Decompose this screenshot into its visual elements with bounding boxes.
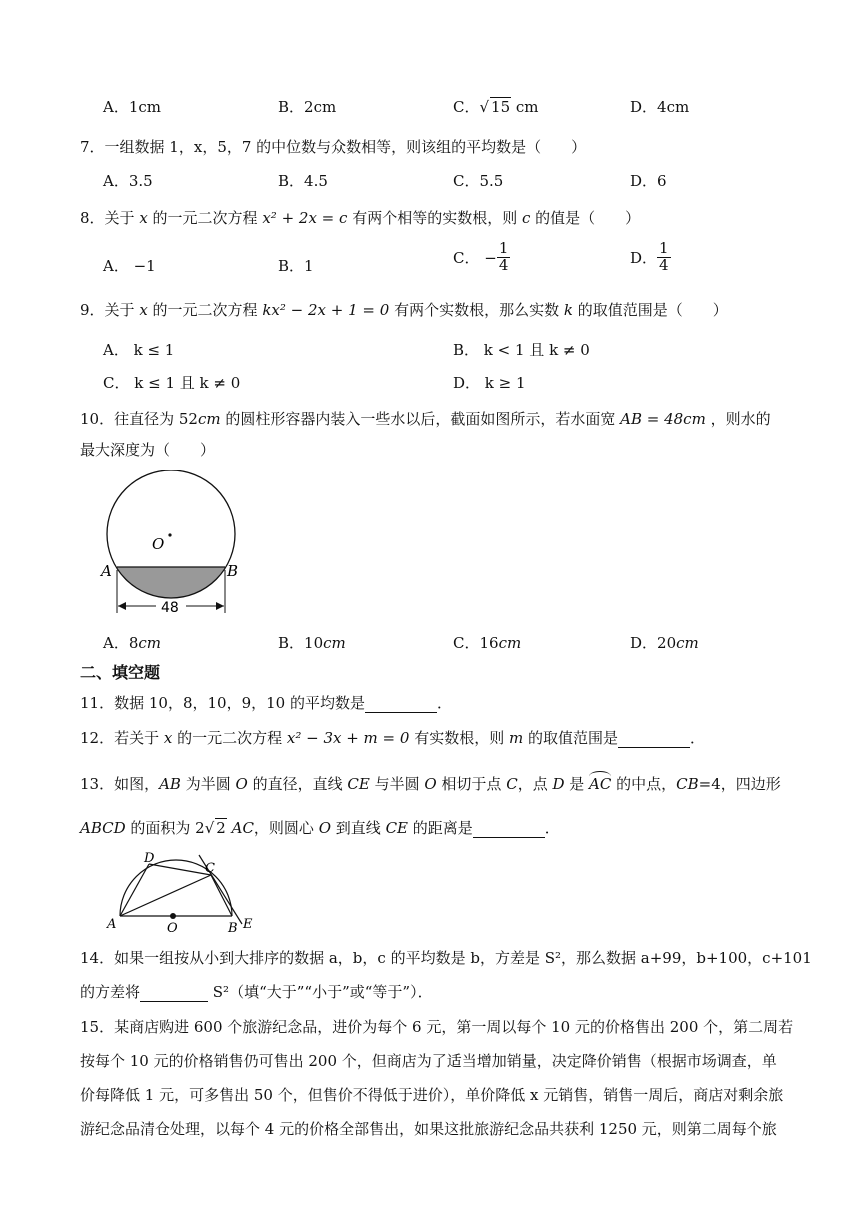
- label-b: B: [227, 562, 239, 580]
- label-a: A: [101, 562, 112, 580]
- q12-answer-blank[interactable]: [618, 729, 690, 748]
- q10-stem-line2: 最大深度为（ ）: [80, 441, 216, 459]
- q11-stem: 11．数据 10，8，10，9，10 的平均数是 ．: [80, 694, 452, 712]
- q7-option-a: A．3.5: [103, 172, 153, 190]
- q9-option-d: D． k ≥ 1: [453, 374, 526, 392]
- dim-arrow-left: [118, 602, 126, 610]
- q14-answer-blank[interactable]: [140, 983, 208, 1002]
- q15-stem-line3: 价每降低 1 元，可多售出 50 个，但售价不得低于进价），单价降低 x 元销售，销售一周后，商店对剩余旅: [80, 1086, 784, 1104]
- q7-option-c: C．5.5: [453, 172, 504, 190]
- q9-equation: kx² − 2x + 1 = 0: [262, 301, 390, 319]
- q8-equation: x² + 2x = c: [262, 209, 348, 227]
- q9-stem: 9．关于 x 的一元二次方程 kx² − 2x + 1 = 0 有两个实数根，那么实数 k 的取值范围是（ ）: [80, 301, 728, 319]
- label-e: E: [243, 917, 253, 932]
- label-b: B: [228, 921, 238, 936]
- label-width: 48: [161, 600, 179, 616]
- q15-stem-line1: 15．某商店购进 600 个旅游纪念品，进价为每个 6 元，第一周以每个 10 元的价格售出 200 个，第二周若: [80, 1018, 794, 1036]
- segment-ad: [120, 864, 149, 916]
- q7-stem: 7．一组数据 1，x，5，7 的中位数与众数相等，则该组的平均数是（ ）: [80, 138, 587, 156]
- q13-stem-line1: 13．如图，AB 为半圆 O 的直径，直线 CE 与半圆 O 相切于点 C，点 D 是 AC 的中点，CB=4，四边形: [80, 771, 781, 794]
- q8-stem: 8．关于 x 的一元二次方程 x² + 2x = c 有两个相等的实数根，则 c 的值是（ ）: [80, 209, 641, 227]
- q10-figure: [96, 470, 256, 620]
- section-title: 二、填空题: [80, 663, 161, 682]
- dim-arrow-right: [216, 602, 224, 610]
- q15-stem-line4: 游纪念品清仓处理，以每个 4 元的价格全部售出，如果这批旅游纪念品共获利 1250 元，则第二周每个旅: [80, 1120, 777, 1138]
- q8-option-d: D． $\frac{1}{4}$: [630, 239, 669, 274]
- q6-option-b: B．2cm: [278, 98, 337, 116]
- q10-stem-line1: 10．往直径为 52cm 的圆柱形容器内装入一些水以后，截面如图所示，若水面宽 AB = 48cm ，则水的: [80, 410, 771, 428]
- segment-ac: [120, 875, 211, 916]
- label-a: A: [107, 917, 117, 932]
- q13-figure: [100, 848, 270, 940]
- label-d: D: [144, 851, 155, 866]
- q8-option-a: A． −1: [103, 257, 156, 275]
- q9-option-a: A． k ≤ 1: [103, 341, 175, 359]
- q6-option-c: C．√ 15 cm: [453, 98, 539, 116]
- q15-stem-line2: 按每个 10 元的价格销售仍可售出 200 个，但商店为了适当增加销量，决定降价销售（根据市场调查，单: [80, 1052, 777, 1070]
- q13-stem-line2: ABCD 的面积为 2√ 2 AC，则圆心 O 到直线 CE 的距离是 ．: [80, 819, 560, 837]
- q10-option-d: D．20cm: [630, 634, 699, 652]
- q9-option-c: C． k ≤ 1 且 k ≠ 0: [103, 374, 241, 392]
- q6-option-d: D．4cm: [630, 98, 690, 116]
- label-o: O: [167, 921, 178, 936]
- q8-option-c: C． − $\frac{1}{4}$: [453, 239, 509, 274]
- q12-equation: x² − 3x + m = 0: [286, 729, 410, 747]
- q11-answer-blank[interactable]: [365, 694, 437, 713]
- q7-option-b: B．4.5: [278, 172, 328, 190]
- center-dot: [168, 533, 171, 536]
- q13-answer-blank[interactable]: [473, 819, 545, 838]
- q14-stem-line1: 14．如果一组按从小到大排序的数据 a，b，c 的平均数是 b，方差是 S²，那么数据 a+99，b+100，c+101: [80, 949, 812, 967]
- label-c: C: [205, 861, 215, 876]
- q8-option-b: B．1: [278, 257, 314, 275]
- q6-option-a: A．1cm: [103, 98, 162, 116]
- q9-option-b: B． k < 1 且 k ≠ 0: [453, 341, 590, 359]
- q12-stem: 12．若关于 x 的一元二次方程 x² − 3x + m = 0 有实数根，则 m 的取值范围是 ．: [80, 729, 706, 747]
- q10-option-c: C．16cm: [453, 634, 522, 652]
- q10-option-b: B．10cm: [278, 634, 346, 652]
- label-o: O: [152, 535, 165, 553]
- center-point-o: [170, 913, 176, 919]
- q10-option-a: A．8cm: [103, 634, 162, 652]
- q13-arc-symbol: AC: [589, 771, 611, 793]
- q14-stem-line2: 的方差将 S²（填“大于”“小于”或“等于”）．: [80, 983, 433, 1001]
- q7-option-d: D．6: [630, 172, 667, 190]
